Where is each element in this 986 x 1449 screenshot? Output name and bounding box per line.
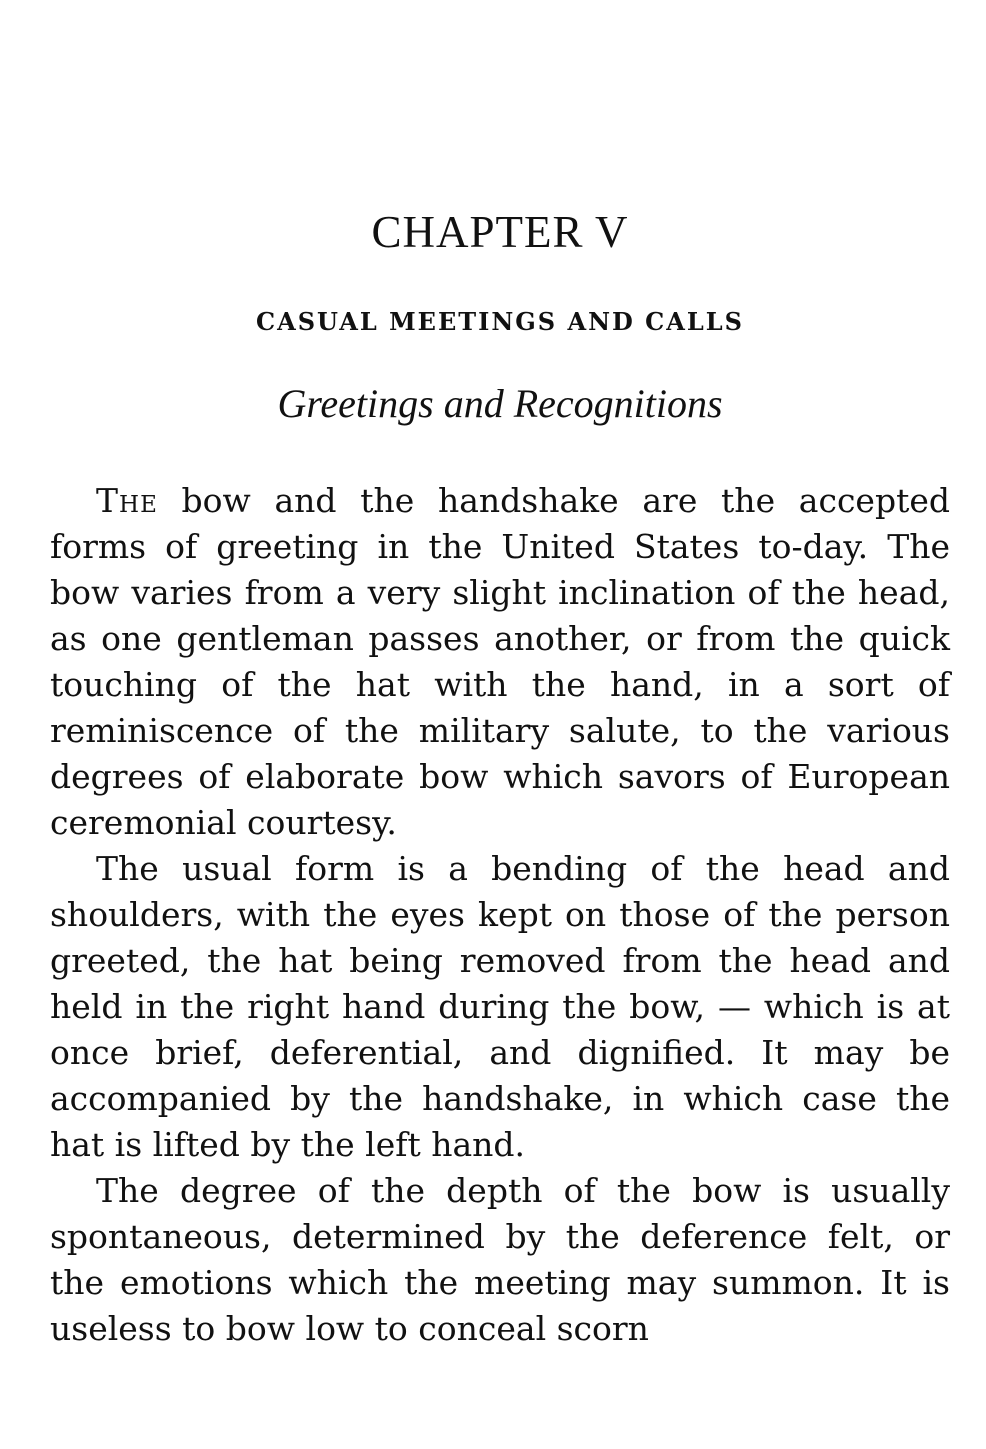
- subsection-title: Greetings and Recognitions: [277, 381, 723, 426]
- paragraph-text: bow and the handshake are the accepted forms of greeting in the United States to-day. The bow varies from a very slight inclination of the head, as one gentleman passes another, or from the quick touching of the hat with the hand, in a sort of reminiscence of the military salute, to the various degrees of elaborate bow which savors of European ceremonial courtesy.: [50, 481, 950, 842]
- chapter-title: CHAPTER V: [371, 207, 629, 257]
- paragraph-text: The degree of the depth of the bow is usually spontaneous, determined by the deference felt, or the emotions which the meeting may summon. It is useless to bow low to conceal scorn: [50, 1171, 950, 1348]
- paragraph-1: [50, 478, 950, 846]
- paragraph-text: The usual form is a bending of the head and shoulders, with the eyes kept on those of the person greeted, the hat being removed from the head and held in the right hand during the bow, — which is at once brief, deferential, and dignified. It may be accompanied by the handshake, in which case the hat is lifted by the left hand.: [50, 849, 950, 1164]
- section-title: CASUAL MEETINGS AND CALLS: [256, 307, 744, 336]
- paragraph-3: [50, 1168, 950, 1352]
- paragraph-2: [50, 846, 950, 1168]
- paragraph-lead-word: The: [96, 481, 158, 520]
- body-text: [50, 478, 950, 1352]
